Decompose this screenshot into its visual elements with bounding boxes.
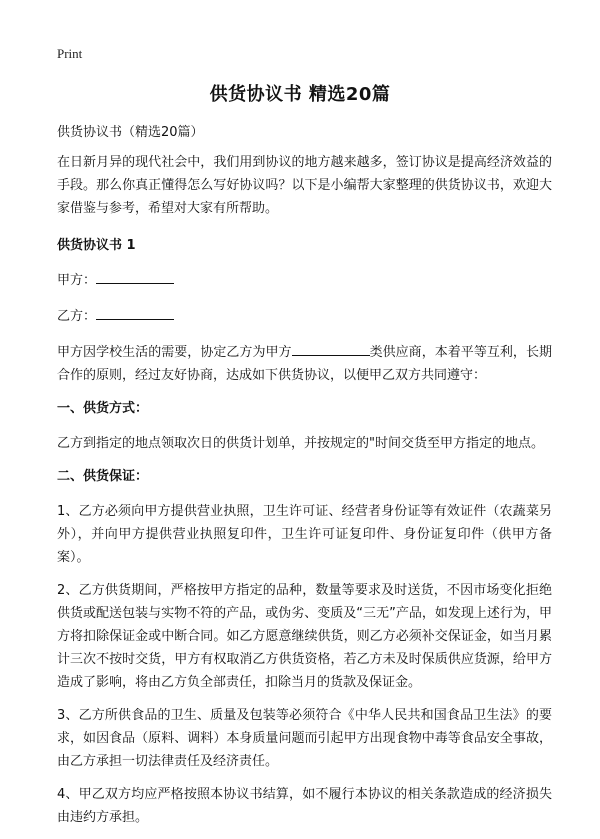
purpose-text-start: 甲方因学校生活的需要，协定乙方为甲方 [57,345,292,360]
clause-3: 3、乙方所供食品的卫生、质量及包装等必须符合《中华人民共和国食品卫生法》的要求，如因食品（原料、调料）本身质量问题而引起甲方出现食物中毒等食品安全事故，由乙方承担一切法律责任及经济责任。 [57,708,552,769]
section-1-heading: 一、供货方式： [57,401,149,416]
intro-paragraph: 在日新月异的现代社会中，我们用到协议的地方越来越多，签订协议是提高经济效益的手段。那么你真正懂得怎么写好协议吗？以下是小编帮大家整理的供货协议书，欢迎大家借鉴与参考，希望对大家有所帮助。 [57,155,552,216]
supplier-type-blank [292,341,370,356]
document-body [57,121,552,839]
party-b-line [57,305,552,328]
document-subtitle: 供货协议书（精选20篇） [57,125,204,140]
purpose-paragraph [57,341,552,387]
agreement-heading: 供货协议书 1 [57,238,136,253]
document-title: 供货协议书 精选20篇 [209,84,391,105]
clause-1: 1、乙方必须向甲方提供营业执照，卫生许可证、经营者身份证等有效证件（农蔬菜另外），并向甲方提供营业执照复印件，卫生许可证复印件、身份证复印件（供甲方备案）。 [57,504,552,565]
purpose-text-end: 类供应商，本着平等互利，长期合作的原则，经过友好协商，达成如下供货协议，以便甲乙双方共同遵守： [57,345,552,383]
section-2-heading: 二、供货保证： [57,469,149,484]
section-1-body: 乙方到指定的地点领取次日的供货计划单，并按规定的"时间交货至甲方指定的地点。 [57,436,544,451]
clause-4: 4、甲乙双方均应严格按照本协议书结算，如不履行本协议的相关条款造成的经济损失由违约方承担。 [57,787,552,825]
party-b-label: 乙方： [57,309,97,324]
party-a-line [57,269,552,292]
party-a-label: 甲方： [57,273,97,288]
party-a-blank [96,269,174,284]
party-b-blank [96,305,174,320]
clause-2: 2、乙方供货期间，严格按甲方指定的品种，数量等要求及时送货，不因市场变化拒绝供货或配送包装与实物不符的产品，或伪劣、变质及“三无”产品，如发现上述行为，甲方将扣除保证金或中断合同。如乙方愿意继续供货，则乙方必须补交保证金，如当月累计三次不按时交货，甲方有权取消乙方供货资格，若乙方未及时保质供应货源，给甲方造成了影响，将由乙方负全部责任，扣除当月的货款及保证金。 [57,583,552,690]
print-link[interactable]: Print [57,46,83,61]
